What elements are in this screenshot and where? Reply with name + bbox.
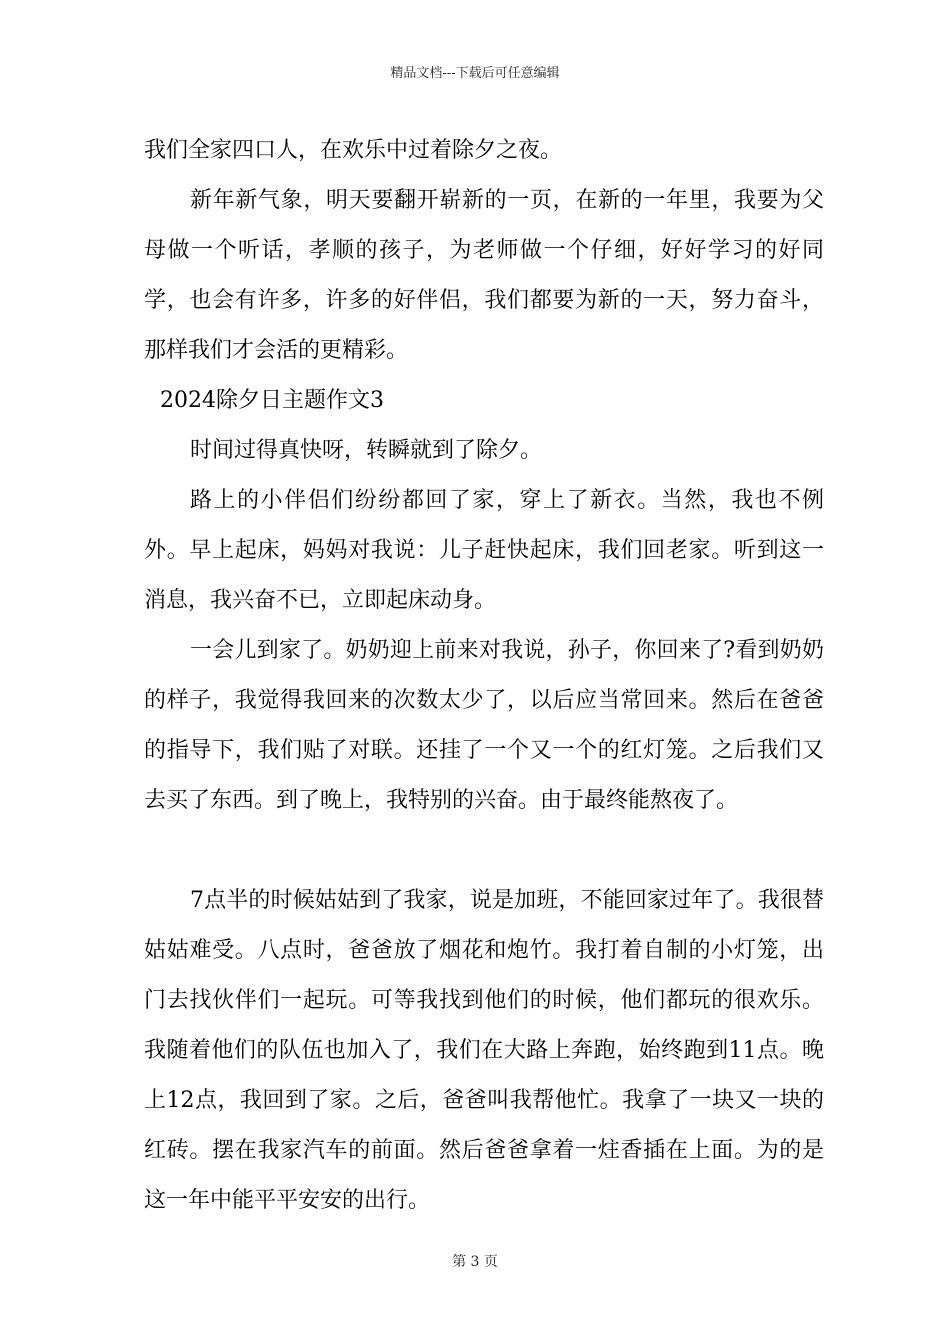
document-body — [144, 126, 824, 1226]
paragraph-6: 7点半的时候姑姑到了我家，说是加班，不能回家过年了。我很替姑姑难受。八点时，爸爸放了烟花和炮竹。我打着自制的小灯笼，出门去找伙伴们一起玩。可等我找到他们的时候，他们都玩的很欢乐。我随着他们的队伍也加入了，我们在大路上奔跑，始终跑到11点。晚上12点，我回到了家。之后，爸爸叫我帮他忙。我拿了一块又一块的红砖。摆在我家汽车的前面。然后爸爸拿着一炷香插在上面。为的是这一年中能平平安安的出行。 — [144, 888, 824, 1213]
page-number: 第 3 页 — [452, 1254, 498, 1270]
page-header: 精品文档---下载后可任意编辑 — [390, 66, 560, 81]
paragraph-1: 我们全家四口人，在欢乐中过着除夕之夜。 — [144, 138, 563, 163]
paragraph-4: 路上的小伴侣们纷纷都回了家，穿上了新衣。当然，我也不例外。早上起床，妈妈对我说：儿子赶快起床，我们回老家。听到这一消息，我兴奋不已，立即起床动身。 — [144, 488, 824, 613]
paragraph-5: 一会儿到家了。奶奶迎上前来对我说，孙子，你回来了?看到奶奶的样子，我觉得我回来的次数太少了，以后应当常回来。然后在爸爸的指导下，我们贴了对联。还挂了一个又一个的红灯笼。之后我们又去买了东西。到了晚上，我特别的兴奋。由于最终能熬夜了。 — [144, 638, 824, 813]
section-title: 2024除夕日主题作文3 — [160, 388, 384, 413]
paragraph-2: 新年新气象，明天要翻开崭新的一页，在新的一年里，我要为父母做一个听话，孝顺的孩子，为老师做一个仔细，好好学习的好同学，也会有许多，许多的好伴侣，我们都要为新的一天，努力奋斗，那样我们才会活的更精彩。 — [144, 188, 824, 363]
paragraph-3: 时间过得真快呀，转瞬就到了除夕。 — [190, 438, 543, 463]
